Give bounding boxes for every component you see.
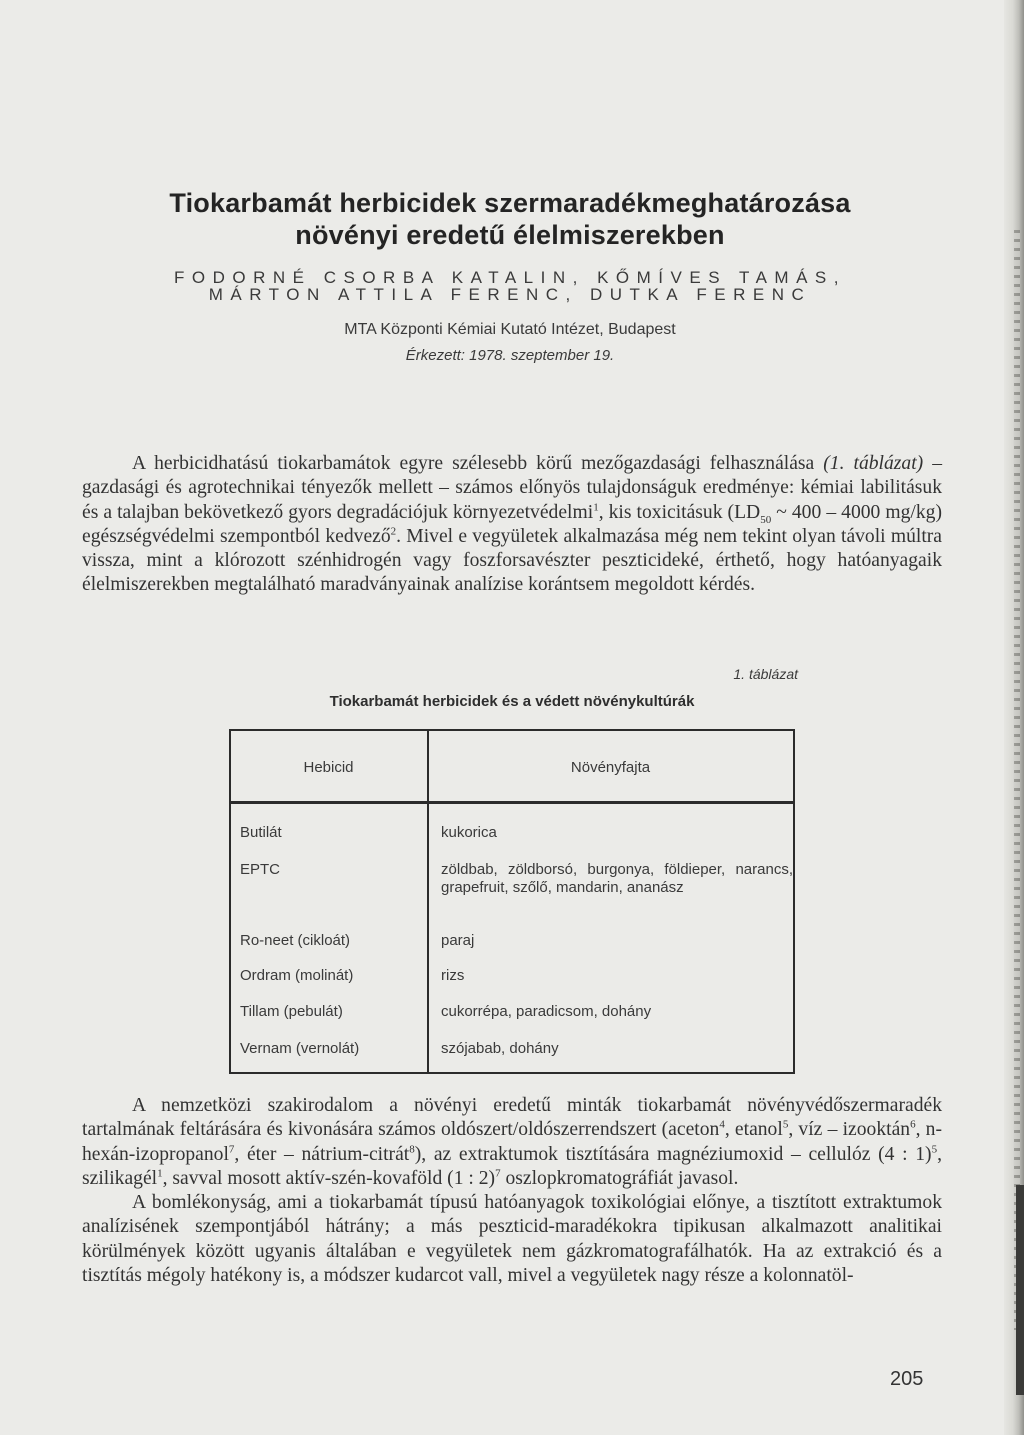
page-edge-texture — [1014, 230, 1020, 1330]
table-cell-herbicide: Ordram (molinát) — [240, 967, 354, 984]
article-title-line2: növényi eredetű élelmiszerekben — [295, 220, 725, 250]
page-number: 205 — [890, 1368, 924, 1390]
citation-2: 2 — [390, 525, 397, 538]
column-header-crop: Növényfajta — [570, 759, 651, 776]
table-right-border — [793, 729, 795, 1073]
body-text — [82, 1094, 942, 1288]
intro-paragraph — [82, 452, 942, 598]
table-cell-herbicide: EPTC — [240, 861, 281, 878]
intro-text-1: A herbicidhatású tiokarbamátok egyre szélesebb körű mezőgazdasági felhasználása — [132, 453, 824, 474]
authors-line2: MÁRTON ATTILA FERENC, DUTKA FERENC — [208, 285, 812, 304]
ld50-subscript: 50 — [760, 513, 772, 526]
column-header-herbicide: Hebicid — [303, 759, 354, 776]
body-paragraph-1: A nemzetközi szakirodalom a növényi eredetű minták tiokarbamát növényvédőszermaradék tartalmának feltárására és kivonására számos oldószert/oldószerrendszert (aceton$^4$, etanol$^5$, víz – izooktán$^6$, n-hexán-izopropanol$^7$, éter – nátrium-citrát$^8$), az extraktumok tisztítására magnéziumoxid – cellulóz (4 : 1)$^5$, szilikagél$^1$, savval mosott aktív-szén-kovaföld (1 : 2)$^7$ oszlopkromatográfiát javasol. — [82, 1095, 942, 1189]
table-cell-herbicide: Butilát — [240, 824, 282, 841]
table-cell-herbicide: Tillam (pebulát) — [240, 1003, 343, 1020]
intro-text-2: – gazdasági és agrotechnikai tényezők mellett – számos előnyös tulajdonságuk eredménye: kémiai labilitásuk és a talajban bekövetkező gyors degradációjuk környezetvédelmi — [82, 453, 943, 523]
table-caption: Tiokarbamát herbicidek és a védett növénykultúrák — [329, 693, 695, 710]
page-edge-shadow — [1016, 1185, 1024, 1395]
table-cell-herbicide: Ro-neet (cikloát) — [240, 932, 351, 949]
article-title-line1: Tiokarbamát herbicidek szermaradékmeghatározása — [169, 188, 851, 218]
citation-1: 1 — [593, 501, 599, 514]
table-cell-crop: szójabab, dohány — [441, 1040, 559, 1057]
intro-text-3: , kis toxicitásuk (LD — [598, 501, 761, 523]
intro-text-4: ~ 400 – 4000 mg/kg) egészségvédelmi szempontból kedvező — [82, 501, 942, 547]
table-cell-crop: zöldbab, zöldborsó, burgonya, földieper, narancs, grapefruit, szőlő, mandarin, ananász — [441, 861, 793, 896]
received-date: Érkezett: 1978. szeptember 19. — [405, 347, 615, 364]
table-top-rule — [229, 729, 795, 731]
table-column-divider — [427, 729, 429, 1073]
table-reference: (1. táblázat) — [823, 453, 924, 474]
body-paragraph-2: A bomlékonyság, ami a tiokarbamát típusú hatóanyagok toxikológiai előnye, a tisztított extraktumok analízisének szempontjából hátrány; a más peszticid-maradékokra tipikusan alkalmazott analitikai körülmények között ugyanis általában e vegyületek nem gázkromatografálhatók. Ha az extrakció és a tisztítás mégoly hatékony is, a módszer kudarcot vall, mivel a vegyületek nagy része a kolonnatöl- — [82, 1192, 942, 1287]
table-cell-herbicide: Vernam (vernolát) — [240, 1040, 360, 1057]
table-cell-crop: kukorica — [441, 824, 497, 841]
table-cell-crop: paraj — [441, 932, 475, 949]
authors-line1: FODORNÉ CSORBA KATALIN, KŐMÍVES TAMÁS, — [174, 268, 846, 287]
table-left-border — [229, 729, 231, 1073]
intro-text-5: . Mivel e vegyületek alkalmazása még nem tekint olyan távoli múltra vissza, mint a klórozott szénhidrogén vagy foszforsavészter peszticideké, érthető, hogy hatóanyagaik élelmiszerekben megtalálható maradványainak analízise korántsem megoldott kérdés. — [82, 525, 943, 596]
table-header-rule — [229, 801, 795, 804]
table-cell-crop: rizs — [441, 967, 465, 984]
table-bottom-rule — [229, 1072, 795, 1074]
institution: MTA Központi Kémiai Kutató Intézet, Budapest — [344, 321, 676, 338]
table-cell-crop: cukorrépa, paradicsom, dohány — [441, 1003, 652, 1020]
table-label: 1. táblázat — [733, 666, 798, 682]
